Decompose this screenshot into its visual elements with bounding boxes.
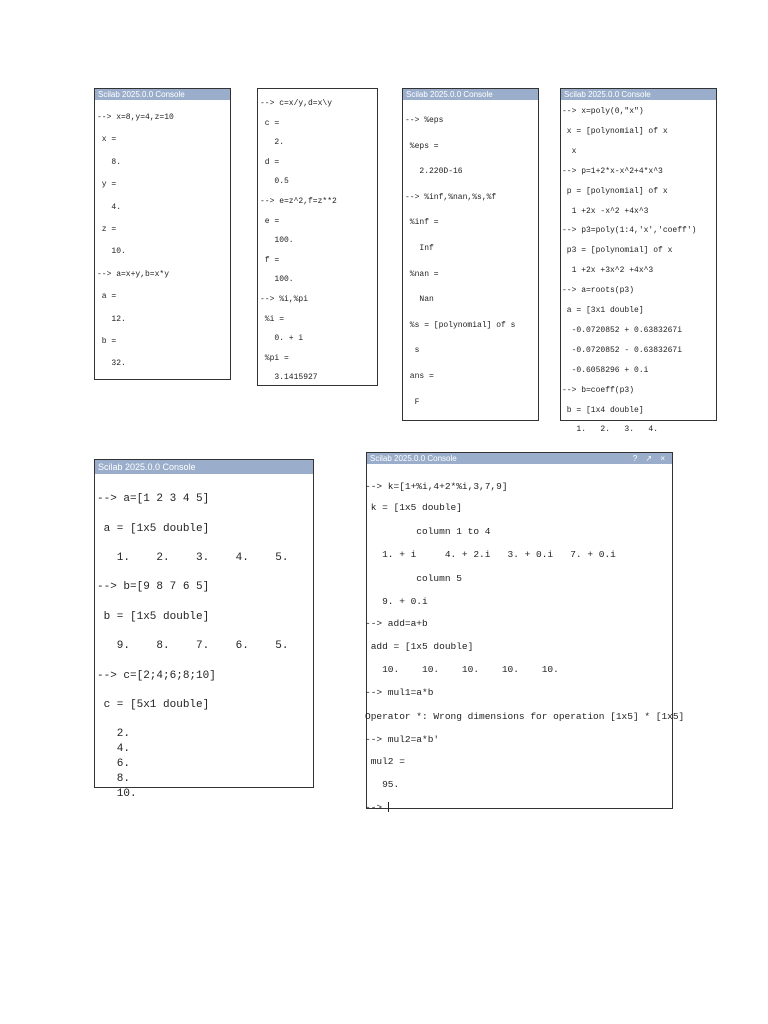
- console-title: Scilab 2025.0.0 Console: [370, 454, 457, 463]
- console-output-line: 8.: [97, 157, 122, 167]
- console-output-line: %s = [polynomial] of s: [405, 320, 516, 330]
- console-command-line: --> a=[1 2 3 4 5]: [97, 493, 210, 505]
- console-output-line: ans =: [405, 372, 434, 381]
- console-titlebar: Scilab 2025.0.0 Console: [95, 460, 313, 474]
- console-output-line: 10. 10. 10. 10. 10.: [365, 664, 559, 675]
- console-command-line: --> c=x/y,d=x\y: [260, 99, 333, 108]
- console-command-line: -->: [365, 802, 388, 813]
- console-command-line: --> %i,%pi: [260, 295, 309, 304]
- console-output-line: 4.: [97, 743, 131, 755]
- console-titlebar: Scilab 2025.0.0 Console: [95, 89, 230, 100]
- console-output-line: column 1 to 4: [365, 526, 491, 537]
- console-output-line: mul2 =: [365, 756, 405, 767]
- console-output-line: Operator *: Wrong dimensions for operation [1x5] * [1x5]: [365, 711, 685, 722]
- console-output-line: 9. 8. 7. 6. 5.: [97, 640, 289, 652]
- console-output-line: 1. 2. 3. 4. 5.: [97, 552, 289, 564]
- console-output-line: %eps =: [405, 141, 439, 151]
- console-output-line: 6.: [97, 758, 131, 770]
- console-output-line: b =: [97, 337, 117, 346]
- console-output-line: a =: [97, 292, 117, 302]
- console-output-line: %inf =: [405, 218, 439, 228]
- console-output-line: d =: [260, 157, 280, 167]
- console-command-line: --> e=z^2,f=z**2: [260, 197, 337, 206]
- console-output-line: 100.: [260, 275, 294, 285]
- console-command-line: --> %eps: [405, 116, 444, 125]
- console-command-line: --> x=8,y=4,z=10: [97, 113, 174, 122]
- console-command-line: --> k=[1+%i,4+2*%i,3,7,9]: [365, 481, 508, 492]
- console-command-line: --> b=coeff(p3): [562, 385, 635, 395]
- console-output-line: x = [polynomial] of x: [562, 126, 668, 136]
- console-output-line: 1 +2x +3x^2 +4x^3: [562, 266, 654, 276]
- console-output-line: 2.: [260, 138, 285, 148]
- console-output-line: f =: [260, 255, 280, 265]
- console-output-line: -0.0720852 - 0.6383267i: [562, 345, 683, 355]
- console-output-line: 0.5: [260, 177, 289, 187]
- console-output-line: p = [polynomial] of x: [562, 186, 668, 196]
- console-output-line: 4.: [97, 202, 122, 212]
- console-output-line: y =: [97, 180, 117, 190]
- console-output-line: e =: [260, 216, 280, 226]
- console-command-line: --> p=1+2*x-x^2+4*x^3: [562, 166, 663, 176]
- console-command-line: --> p3=poly(1:4,'x','coeff'): [562, 226, 697, 236]
- console-command-line: --> mul1=a*b: [365, 687, 434, 698]
- console-output-line: c =: [260, 118, 280, 128]
- console-output-line: b = [1x5 double]: [97, 611, 210, 623]
- console-output-line: 2.220D-16: [405, 167, 463, 177]
- console-output-line: %pi =: [260, 353, 289, 363]
- console-output-line: z =: [97, 225, 117, 234]
- console-output-line: 2.: [97, 728, 131, 740]
- console-output-line: Nan: [405, 295, 434, 305]
- console-output-line: 32.: [97, 359, 126, 369]
- console-command-line: --> x=poly(0,"x"): [562, 107, 644, 116]
- console-output-line: 95.: [365, 779, 400, 790]
- window-controls-icon[interactable]: ? ↗ ×: [632, 454, 668, 463]
- console-output-line: a = [1x5 double]: [97, 523, 210, 535]
- console-output-line: s: [405, 346, 420, 356]
- console-output-line: 9. + 0.i: [365, 596, 428, 607]
- console-panel-4: [560, 88, 717, 435]
- console-output-line: c = [5x1 double]: [97, 699, 210, 711]
- console-panel-5: [94, 459, 314, 800]
- console-output-line: %i =: [260, 314, 285, 324]
- console-output-line: Inf: [405, 244, 434, 253]
- console-output-line: 1. 2. 3. 4.: [562, 425, 659, 435]
- console-output-line: 0. + i: [260, 334, 304, 344]
- console-command-line: --> add=a+b: [365, 618, 428, 629]
- console-command-line: --> mul2=a*b': [365, 734, 440, 745]
- console-output-line: b = [1x4 double]: [562, 405, 644, 415]
- console-output-line: 1 +2x -x^2 +4x^3: [562, 206, 649, 216]
- console-command-line: --> %inf,%nan,%s,%f: [405, 192, 497, 202]
- console-titlebar: Scilab 2025.0.0 Console: [403, 89, 538, 100]
- console-titlebar: [367, 453, 672, 464]
- console-output-line: -0.6058296 + 0.i: [562, 365, 649, 375]
- console-output-line: 8.: [97, 773, 131, 785]
- console-output-line: x: [562, 146, 577, 156]
- console-output-line: x =: [97, 135, 117, 145]
- console-titlebar: Scilab 2025.0.0 Console: [561, 89, 716, 100]
- console-output-line: 3.1415927: [260, 373, 318, 383]
- console-command-line: --> a=roots(p3): [562, 286, 635, 296]
- console-output-line: %nan =: [405, 269, 439, 279]
- console-panel-1: [94, 88, 231, 380]
- console-output-line: 12.: [97, 314, 126, 324]
- console-output-line: 10.: [97, 788, 137, 800]
- console-output-line: 10.: [97, 247, 126, 257]
- console-output-line: 100.: [260, 236, 294, 246]
- console-output-line: -0.0720852 + 0.6383267i: [562, 325, 683, 335]
- console-command-line: --> a=x+y,b=x*y: [97, 269, 170, 279]
- console-output-line: add = [1x5 double]: [365, 641, 474, 652]
- console-command-line: --> b=[9 8 7 6 5]: [97, 581, 210, 593]
- console-command-line: --> c=[2;4;6;8;10]: [97, 670, 216, 682]
- console-output-line: a = [3x1 double]: [562, 306, 644, 315]
- console-output-line: 1. + i 4. + 2.i 3. + 0.i 7. + 0.i: [365, 549, 616, 560]
- console-output-line: k = [1x5 double]: [365, 502, 462, 513]
- console-output-line: F: [405, 397, 420, 407]
- console-panel-6: [365, 452, 685, 813]
- console-output-line: column 5: [365, 573, 462, 584]
- console-output-line: p3 = [polynomial] of x: [562, 246, 673, 256]
- console-panel-2: [257, 88, 378, 386]
- console-panel-3: [402, 88, 539, 421]
- text-cursor[interactable]: [388, 802, 389, 812]
